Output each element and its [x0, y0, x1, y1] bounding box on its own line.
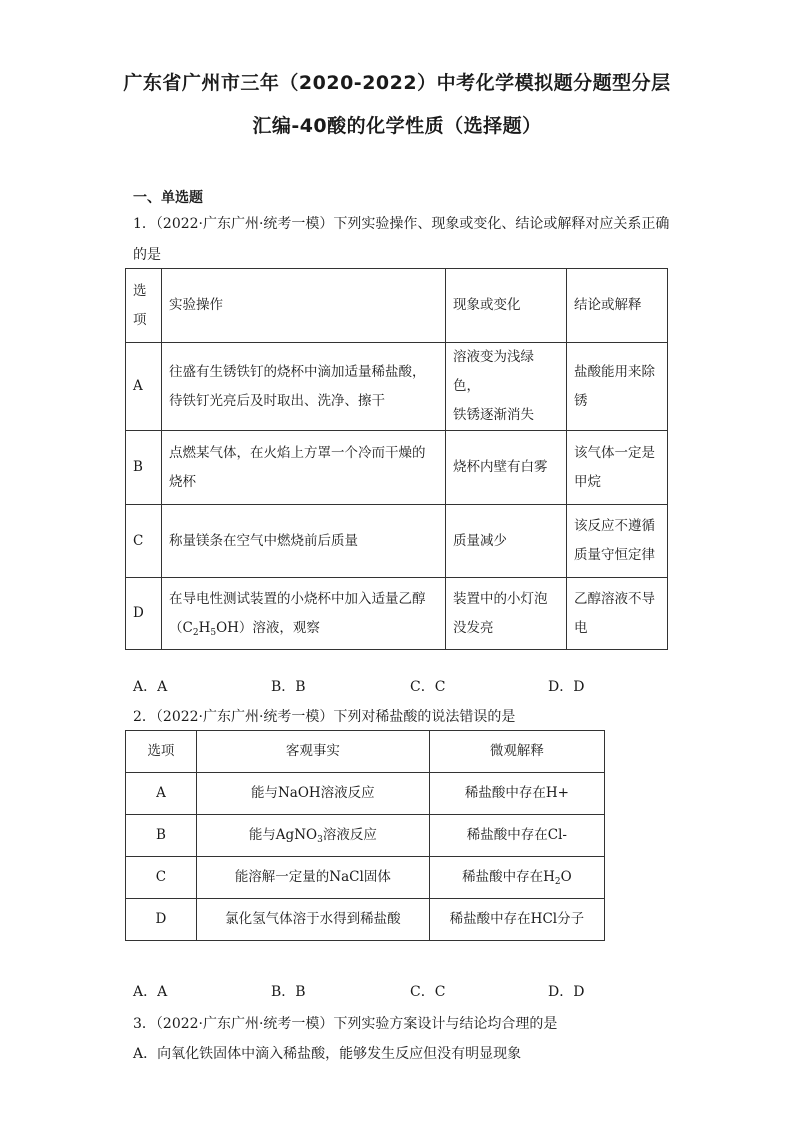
- q1-choice-b[interactable]: B．B: [271, 679, 306, 695]
- option-cell: B: [126, 815, 197, 857]
- question-1-stem: 1．（2022·广东广州·统考一模）下列实验操作、现象或变化、结论或解释对应关系正确: [133, 216, 670, 232]
- header-cell: 选项: [126, 731, 197, 773]
- conclusion-text: 乙醇溶液不导: [574, 590, 655, 607]
- formula-part: 能与AgNO: [248, 827, 318, 843]
- q3-choice-a[interactable]: A．向氧化铁固体中滴入稀盐酸，能够发生反应但没有明显现象: [133, 1046, 522, 1062]
- operation-text-formula: [169, 614, 438, 643]
- q2-choice-a[interactable]: A．A: [133, 984, 168, 1000]
- formula-part: （C: [169, 619, 193, 636]
- operation-text: 称量镁条在空气中燃烧前后质量: [169, 532, 358, 549]
- conclusion-text: 该气体一定是: [574, 444, 655, 461]
- operation-cell: [162, 505, 446, 578]
- q1-choice-c[interactable]: C．C: [410, 679, 446, 695]
- fact-cell: [196, 815, 429, 857]
- table-row: [126, 578, 668, 650]
- conclusion-cell: [567, 431, 668, 505]
- option-cell: A: [126, 343, 162, 431]
- fact-cell: 能与NaOH溶液反应: [196, 773, 429, 815]
- conclusion-text: 该反应不遵循: [574, 518, 655, 534]
- q1-choice-a[interactable]: A．A: [133, 679, 168, 695]
- operation-text: 在导电性测试装置的小烧杯中加入适量乙醇: [169, 590, 426, 607]
- formula-part: 溶液反应: [322, 827, 377, 843]
- micro-cell: [429, 857, 604, 899]
- option-cell: A: [126, 773, 197, 815]
- operation-cell: [162, 431, 446, 505]
- conclusion-text: 甲烷: [574, 473, 601, 490]
- formula-part: O: [560, 869, 572, 885]
- conclusion-cell: [567, 343, 668, 431]
- question-3-stem: 3．（2022·广东广州·统考一模）下列实验方案设计与结论均合理的是: [133, 1016, 558, 1032]
- operation-cell: [162, 578, 446, 650]
- header-cell: 实验操作: [162, 269, 446, 343]
- conclusion-text: 锈: [574, 392, 588, 409]
- conclusion-cell: [567, 505, 668, 578]
- question-2-stem: 2．（2022·广东广州·统考一模）下列对稀盐酸的说法错误的是: [133, 709, 516, 725]
- header-cell: 微观解释: [429, 731, 604, 773]
- phenomenon-text: 装置中的小灯泡: [453, 590, 548, 607]
- document-title-line-1: 广东省广州市三年（2020-2022）中考化学模拟题分题型分层: [123, 72, 671, 94]
- operation-text: 往盛有生锈铁钉的烧杯中滴加适量稀盐酸，: [169, 363, 426, 380]
- micro-cell: 稀盐酸中存在HCl分子: [429, 899, 604, 941]
- formula-subscript: 5: [210, 627, 217, 638]
- question-1-stem-cont: 的是: [133, 247, 161, 263]
- phenomenon-cell: [446, 578, 567, 650]
- q2-choice-d[interactable]: D．D: [548, 984, 585, 1000]
- table-row: [126, 773, 605, 815]
- option-cell: B: [126, 431, 162, 505]
- conclusion-text: 盐酸能用来除: [574, 363, 655, 380]
- phenomenon-text: 烧杯内壁有白雾: [453, 459, 548, 475]
- formula-subscript: 3: [317, 835, 323, 845]
- header-cell: 现象或变化: [446, 269, 567, 343]
- fact-cell: 氯化氢气体溶于水得到稀盐酸: [196, 899, 429, 941]
- q1-choice-d[interactable]: D．D: [548, 679, 585, 695]
- table-row: [126, 505, 668, 578]
- header-cell: 结论或解释: [567, 269, 668, 343]
- option-cell: D: [126, 578, 162, 650]
- conclusion-cell: [567, 578, 668, 650]
- phenomenon-text: 没发亮: [453, 619, 494, 636]
- table-row: [126, 857, 605, 899]
- fact-cell: 能溶解一定量的NaCl固体: [196, 857, 429, 899]
- header-cell: [126, 269, 162, 343]
- option-cell: C: [126, 857, 197, 899]
- q2-choice-c[interactable]: C．C: [410, 984, 446, 1000]
- question-1-table: [125, 268, 668, 650]
- phenomenon-cell: [446, 343, 567, 431]
- operation-cell: [162, 343, 446, 431]
- operation-text: 烧杯: [169, 473, 196, 490]
- formula-subscript: 2: [192, 627, 199, 638]
- option-cell: D: [126, 899, 197, 941]
- table-row: [126, 899, 605, 941]
- formula-part: H: [198, 619, 211, 636]
- q2-choice-b[interactable]: B．B: [271, 984, 306, 1000]
- conclusion-text: 质量守恒定律: [574, 547, 655, 563]
- table-row: [126, 343, 668, 431]
- micro-cell: 稀盐酸中存在Cl-: [429, 815, 604, 857]
- table-header-row: [126, 269, 668, 343]
- phenomenon-text: 溶液变为浅绿色，: [453, 349, 534, 394]
- header-option-text: 选项: [133, 282, 147, 328]
- section-heading: 一、单选题: [133, 190, 203, 206]
- document-title-line-2: 汇编-40酸的化学性质（选择题）: [252, 115, 542, 137]
- header-cell: 客观事实: [196, 731, 429, 773]
- phenomenon-text: 铁锈逐渐消失: [453, 407, 534, 423]
- option-cell: C: [126, 505, 162, 578]
- phenomenon-cell: [446, 505, 567, 578]
- phenomenon-text: 质量减少: [453, 532, 507, 549]
- phenomenon-cell: [446, 431, 567, 505]
- micro-cell: 稀盐酸中存在H+: [429, 773, 604, 815]
- formula-part: 稀盐酸中存在H: [462, 869, 555, 885]
- formula-subscript: 2: [554, 877, 561, 887]
- operation-text: 待铁钉光亮后及时取出、洗净、擦干: [169, 392, 385, 409]
- table-row: [126, 815, 605, 857]
- question-2-table: [125, 730, 605, 941]
- table-header-row: [126, 731, 605, 773]
- operation-text: 点燃某气体，在火焰上方罩一个冷而干燥的: [169, 444, 426, 461]
- conclusion-text: 电: [574, 619, 588, 636]
- table-row: [126, 431, 668, 505]
- formula-part: OH）溶液，观察: [216, 619, 320, 636]
